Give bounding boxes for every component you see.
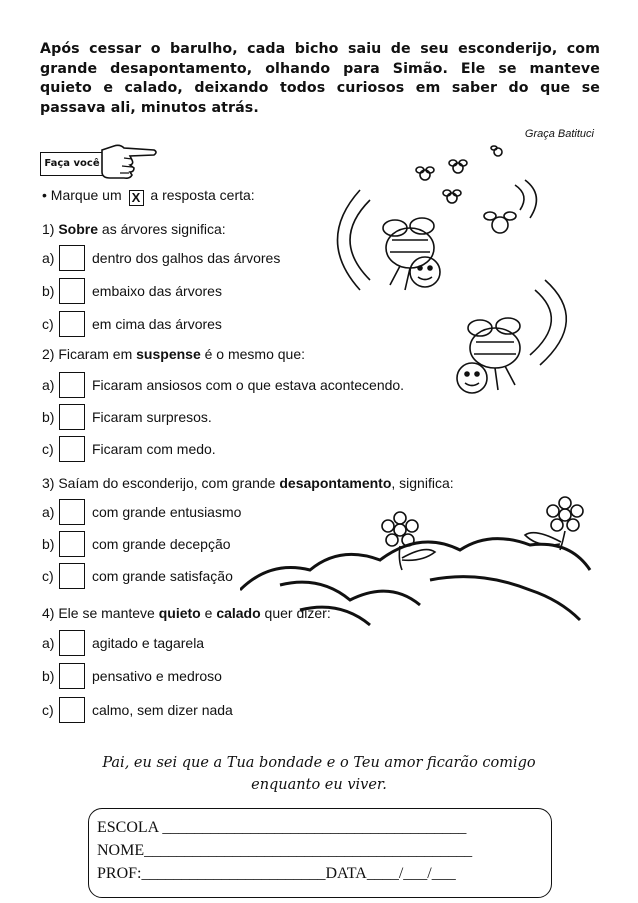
question-number: 1) <box>42 221 55 237</box>
flower-icon <box>525 497 583 550</box>
option-text: pensativo e medroso <box>92 668 222 684</box>
question-text: quer dizer: <box>260 605 331 621</box>
option-text: Ficaram com medo. <box>92 441 216 457</box>
answer-checkbox[interactable] <box>59 404 85 430</box>
answer-checkbox[interactable] <box>59 531 85 557</box>
instruction-before: Marque um <box>50 187 122 203</box>
question-text: Saíam do esconderijo, com grande <box>58 475 280 491</box>
option-text: agitado e tagarela <box>92 635 205 651</box>
faca-voce-label: Faça você <box>40 152 104 176</box>
example-checkbox: X <box>129 190 144 206</box>
question-number: 2) <box>42 346 55 362</box>
answer-checkbox[interactable] <box>59 372 85 398</box>
answer-checkbox[interactable] <box>59 499 85 525</box>
question-text: e <box>200 605 217 621</box>
option-text: com grande decepção <box>92 536 231 552</box>
prayer-line-1: Pai, eu sei que a Tua bondade e o Teu amor ficarão comigo <box>102 755 536 771</box>
nome-field[interactable]: NOME_________________________________________ <box>97 842 473 859</box>
question-keyword: desapontamento <box>279 475 392 491</box>
small-bee-icon <box>491 146 502 156</box>
option-text: Ficaram surpresos. <box>92 409 212 425</box>
question-text: , significa: <box>391 475 454 491</box>
question-text: é o mesmo que: <box>200 346 306 362</box>
answer-checkbox[interactable] <box>59 245 85 271</box>
question-keyword: quieto <box>158 605 201 621</box>
option-letter: b) <box>42 283 55 299</box>
question-1 <box>42 221 226 237</box>
question-keyword: calado <box>216 605 261 621</box>
question-2 <box>42 346 305 362</box>
bees-illustration <box>330 140 600 400</box>
option-letter: b) <box>42 536 55 552</box>
escola-field[interactable]: ESCOLA ______________________________________ <box>97 819 467 836</box>
option-text: dentro dos galhos das árvores <box>92 250 281 266</box>
small-bee-icon <box>416 167 434 180</box>
small-bee-icon <box>449 160 467 173</box>
small-bee-icon <box>484 212 516 233</box>
option-text: embaixo das árvores <box>92 283 222 299</box>
bee-icon <box>338 190 441 290</box>
question-3 <box>42 475 454 491</box>
option-letter: c) <box>42 568 54 584</box>
answer-checkbox[interactable] <box>59 697 85 723</box>
option-letter: a) <box>42 504 55 520</box>
question-keyword: suspense <box>136 346 201 362</box>
answer-checkbox[interactable] <box>59 436 85 462</box>
option-letter: c) <box>42 316 54 332</box>
option-text: em cima das árvores <box>92 316 222 332</box>
question-number: 4) <box>42 605 55 621</box>
question-text: Ele se manteve <box>58 605 159 621</box>
question-keyword: Sobre <box>58 221 99 237</box>
option-letter: b) <box>42 668 55 684</box>
student-info-box <box>88 808 552 898</box>
instruction-line <box>42 187 255 206</box>
option-letter: a) <box>42 250 55 266</box>
answer-checkbox[interactable] <box>59 563 85 589</box>
bee-icon <box>457 280 566 393</box>
question-text: Ficaram em <box>58 346 137 362</box>
pointing-hand-icon <box>100 140 158 182</box>
option-letter: a) <box>42 377 55 393</box>
answer-checkbox[interactable] <box>59 278 85 304</box>
option-letter: c) <box>42 702 54 718</box>
prof-data-field[interactable]: PROF:_______________________DATA____/___/___ <box>97 865 456 882</box>
answer-checkbox[interactable] <box>59 630 85 656</box>
option-letter: a) <box>42 635 55 651</box>
intro-paragraph: Após cessar o barulho, cada bicho saiu de seu esconderijo, com grande desapontamento, olhando para Simão. Ele se manteve quieto e calado, deixando todos curiosos em saber do que se passava ali, minutos atrás. <box>40 41 600 116</box>
option-text: com grande satisfação <box>92 568 233 584</box>
option-text: com grande entusiasmo <box>92 504 242 520</box>
instruction-after: a resposta certa: <box>150 187 255 203</box>
prayer-line-2: enquanto eu viver. <box>251 777 387 793</box>
option-letter: b) <box>42 409 55 425</box>
author-credit: Graça Batituci <box>524 128 594 140</box>
flowers-hills-illustration <box>240 490 600 640</box>
small-bee-icon <box>443 190 461 203</box>
option-letter: c) <box>42 441 54 457</box>
faca-voce-badge <box>40 140 160 182</box>
option-text: calmo, sem dizer nada <box>92 702 233 718</box>
question-text: as árvores significa: <box>98 221 226 237</box>
question-number: 3) <box>42 475 55 491</box>
answer-checkbox[interactable] <box>59 311 85 337</box>
option-text: Ficaram ansiosos com o que estava acontecendo. <box>92 377 405 393</box>
bullet: • <box>42 187 47 203</box>
answer-checkbox[interactable] <box>59 663 85 689</box>
